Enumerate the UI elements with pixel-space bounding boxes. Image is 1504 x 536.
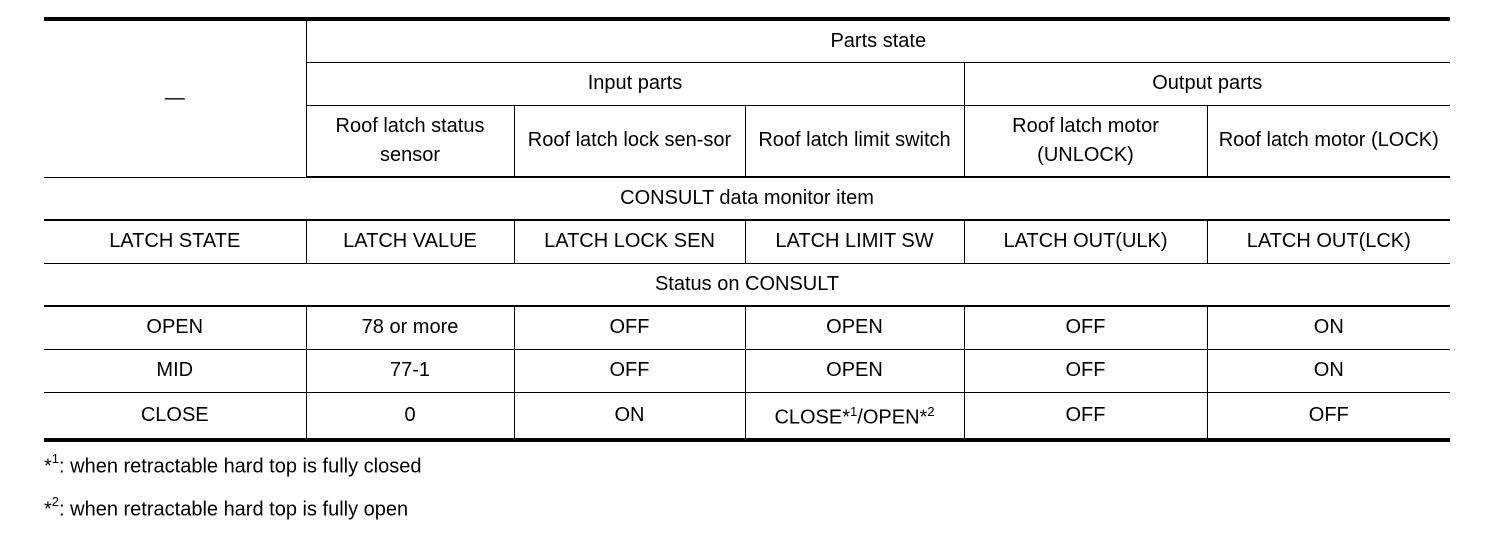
status-section-heading: Status on CONSULT <box>44 263 1450 306</box>
footnote-mark: * <box>842 407 851 430</box>
cell-lock-sen: OFF <box>514 306 745 349</box>
cell-latch-state: MID <box>44 349 306 392</box>
monitor-item-latch-state: LATCH STATE <box>44 220 306 263</box>
footnote-text: : when retractable hard top is fully open <box>59 498 409 521</box>
monitor-item-latch-limit-sw: LATCH LIMIT SW <box>745 220 964 263</box>
monitor-items-row <box>44 220 1450 263</box>
limit-sw-close-text: CLOSE <box>774 407 843 430</box>
monitor-item-latch-out-lck: LATCH OUT(LCK) <box>1207 220 1450 263</box>
cell-out-lck: OFF <box>1207 392 1450 440</box>
footnote-number: 2 <box>51 494 60 509</box>
cell-out-ulk: OFF <box>964 349 1207 392</box>
cell-out-lck: ON <box>1207 306 1450 349</box>
cell-latch-state: OPEN <box>44 306 306 349</box>
footnote-1 <box>44 453 421 479</box>
header-corner: — <box>44 19 306 177</box>
limit-sw-separator: / <box>857 407 863 430</box>
footnote-ref-2: 2 <box>927 404 935 420</box>
consult-section-row <box>44 177 1450 220</box>
footnote-ref-1: 1 <box>850 404 858 420</box>
monitor-item-latch-lock-sen: LATCH LOCK SEN <box>514 220 745 263</box>
monitor-item-latch-out-ulk: LATCH OUT(ULK) <box>964 220 1207 263</box>
cell-out-ulk: OFF <box>964 306 1207 349</box>
cell-lock-sen: OFF <box>514 349 745 392</box>
table-row <box>44 306 1450 349</box>
cell-limit-sw: OPEN <box>745 306 964 349</box>
column-header-motor-unlock: Roof latch motor (UNLOCK) <box>964 105 1207 177</box>
column-header-motor-lock: Roof latch motor (LOCK) <box>1207 105 1450 177</box>
output-parts-heading: Output parts <box>964 62 1450 105</box>
footnote-mark: * <box>919 407 928 430</box>
parts-state-heading: Parts state <box>306 19 1450 62</box>
table-row <box>44 349 1450 392</box>
cell-latch-value: 0 <box>306 392 514 440</box>
input-parts-heading: Input parts <box>306 62 964 105</box>
consult-section-heading: CONSULT data monitor item <box>44 177 1450 220</box>
footnote-number: 1 <box>51 451 60 466</box>
header-row-parts-state <box>44 19 1450 62</box>
monitor-item-latch-value: LATCH VALUE <box>306 220 514 263</box>
cell-lock-sen: ON <box>514 392 745 440</box>
footnote-2 <box>44 496 408 522</box>
cell-out-lck: ON <box>1207 349 1450 392</box>
column-header-lock-sensor: Roof latch lock sen-sor <box>514 105 745 177</box>
status-section-row <box>44 263 1450 306</box>
cell-latch-value: 78 or more <box>306 306 514 349</box>
footnote-text: : when retractable hard top is fully closed <box>59 455 422 478</box>
cell-limit-sw <box>745 392 964 440</box>
cell-latch-state: CLOSE <box>44 392 306 440</box>
limit-sw-open-text: OPEN <box>862 407 920 430</box>
column-header-status-sensor: Roof latch status sensor <box>306 105 514 177</box>
footnote-mark: * <box>44 498 52 521</box>
cell-latch-value: 77-1 <box>306 349 514 392</box>
footnote-mark: * <box>44 455 52 478</box>
cell-out-ulk: OFF <box>964 392 1207 440</box>
table-row <box>44 392 1450 440</box>
cell-limit-sw: OPEN <box>745 349 964 392</box>
latch-status-table <box>44 17 1450 442</box>
column-header-limit-switch: Roof latch limit switch <box>745 105 964 177</box>
